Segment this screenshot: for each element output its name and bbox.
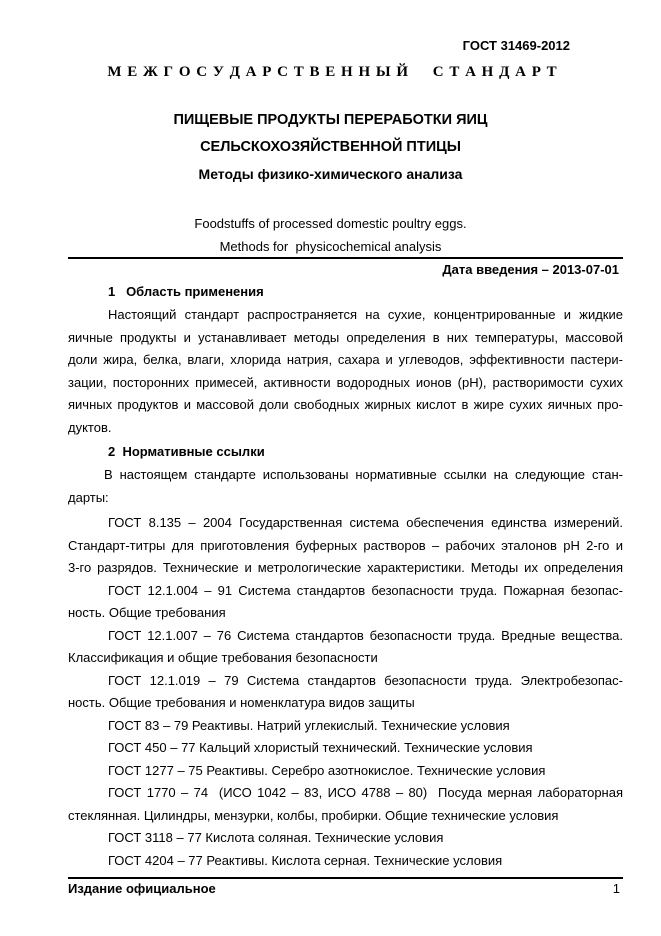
section-2-intro-line: дарты:	[68, 489, 109, 505]
reference-line: Стандарт-титры для приготовления буферных растворов – рабочих эталонов рН 2-го и	[68, 537, 623, 553]
references-list	[68, 512, 623, 872]
title-divider	[68, 257, 623, 259]
title-line-2: СЕЛЬСКОХОЗЯЙСТВЕННОЙ ПТИЦЫ	[200, 139, 461, 155]
standard-type: М Е Ж Г О С У Д А Р С Т В Е Н Н Ы Й С Т А Н Д А Р Т	[107, 64, 558, 80]
section-1-line: зации, посторонних примесей, активности водородных ионов (рН), растворимости сухих	[68, 374, 623, 390]
reference-line: ГОСТ 1277 – 75 Реактивы. Серебро азотнокислое. Технические условия	[108, 762, 546, 778]
section-1-line: яичные продукты и устанавливает методы определения в них температуры, массовой	[68, 329, 623, 345]
reference-line: ГОСТ 4204 – 77 Реактивы. Кислота серная. Технические условия	[108, 852, 503, 868]
reference-line: ГОСТ 1770 – 74 (ИСО 1042 – 83, ИСО 4788 – 80) Посуда мерная лабораторная	[108, 785, 623, 800]
title-subtitle: Методы физико-химического анализа	[198, 166, 463, 182]
intro-date: Дата введения – 2013-07-01	[442, 262, 619, 277]
section-1-text	[68, 304, 623, 439]
reference-line: ГОСТ 12.1.004 – 91 Система стандартов безопасности труда. Пожарная безопас-	[108, 582, 623, 598]
section-2-intro	[68, 464, 623, 509]
reference-line: ГОСТ 12.1.019 – 79 Система стандартов безопасности труда. Электробезопас-	[108, 672, 623, 688]
reference-line: ГОСТ 3118 – 77 Кислота соляная. Технические условия	[108, 830, 444, 845]
title-line-1: ПИЩЕВЫЕ ПРОДУКТЫ ПЕРЕРАБОТКИ ЯИЦ	[173, 112, 488, 128]
section-1-line: дуктов.	[68, 419, 112, 435]
section-1-line: Настоящий стандарт распространяется на сухие, концентрированные и жидкие	[108, 307, 623, 322]
reference-line: 3-го разрядов. Технические и метрологические характеристики. Методы их определения	[68, 560, 623, 575]
english-title-line-1: Foodstuffs of processed domestic poultry eggs.	[194, 216, 467, 231]
section-1-heading: 1 Область применения	[108, 284, 264, 299]
reference-line: ность. Общие требования	[68, 605, 226, 620]
reference-line: ГОСТ 12.1.007 – 76 Система стандартов безопасности труда. Вредные вещества.	[108, 627, 623, 643]
reference-line: ГОСТ 450 – 77 Кальций хлористый технический. Технические условия	[108, 740, 533, 755]
section-2-intro-line: В настоящем стандарте использованы нормативные ссылки на следующие стан-	[104, 467, 623, 482]
section-2-heading: 2 Нормативные ссылки	[108, 444, 265, 459]
page-number: 1	[612, 881, 620, 896]
section-1-line: доли жира, белка, влаги, хлорида натрия, сахара и углеводов, эффективности пастери-	[68, 352, 623, 367]
footer-divider	[68, 877, 623, 879]
reference-line: стеклянная. Цилиндры, мензурки, колбы, пробирки. Общие технические условия	[68, 807, 559, 823]
english-title-line-2: Methods for physicochemical analysis	[219, 239, 442, 254]
reference-line: ГОСТ 83 – 79 Реактивы. Натрий углекислый. Технические условия	[108, 717, 510, 733]
reference-line: ГОСТ 8.135 – 2004 Государственная система обеспечения единства измерений.	[108, 515, 623, 530]
reference-line: ность. Общие требования и номенклатура видов защиты	[68, 695, 415, 710]
section-1-line: яичных продуктов и массовой доли свободных жирных кислот в жире сухих яичных про-	[68, 397, 623, 412]
edition-label: Издание официальное	[68, 881, 216, 896]
reference-line: Классификация и общие требования безопасности	[68, 650, 378, 665]
gost-number: ГОСТ 31469-2012	[462, 38, 570, 53]
